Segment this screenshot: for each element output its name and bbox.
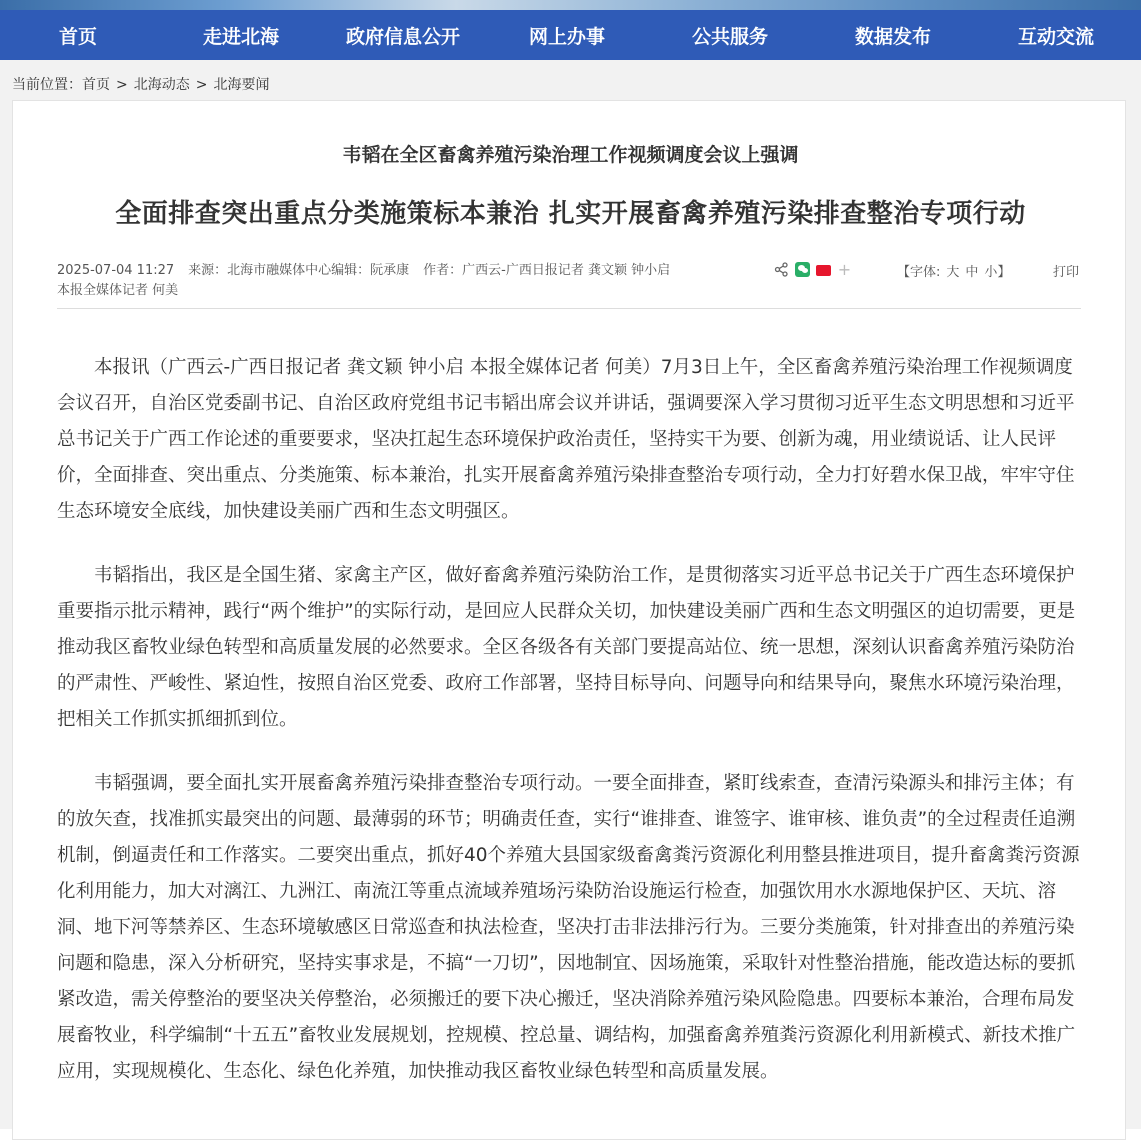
article-author-continued: 本报全媒体记者 何美 (57, 283, 179, 298)
nav-item-about-beihai[interactable]: 走进北海 (203, 26, 280, 48)
breadcrumb-beihai-headlines[interactable]: 北海要闻 (213, 77, 270, 93)
article-author: 作者：广西云-广西日报记者 龚文颖 钟小启 (423, 263, 671, 278)
header-banner-strip (0, 0, 1141, 10)
font-size-small[interactable]: 小 (984, 265, 998, 280)
article-paragraph: 韦韬强调，要全面扎实开展畜禽养殖污染排查整治专项行动。一要全面排查，紧盯线索查，查清污染源头和排污主体；有的放矢查，找准抓实最突出的问题、最薄弱的环节；明确责任查，实行“谁排查、谁签字、谁审核、谁负责”的全过程责任追溯机制，倒逼责任和工作落实。二要突出重点，抓好40个养殖大县国家级畜禽粪污资源化利用整县推进项目，提升畜禽粪污资源化利用能力，加大对漓江、九洲江、南流江等重点流域养殖场污染防治设施运行检查，加强饮用水水源地保护区、天坑、溶洞、地下河等禁养区、生态环境敏感区日常巡查和执法检查，坚决打击非法排污行为。三要分类施策，针对排查出的养殖污染问题和隐患，深入分析研究，坚持实事求是，不搞“一刀切”，因地制宜、因场施策，采取针对性整治措施，能改造达标的要抓紧改造，需关停整治的要坚决关停整治，必须搬迁的要下决心搬迁，坚决消除养殖污染风险隐患。四要标本兼治，合理布局发展畜牧业，科学编制“十五五”畜牧业发展规划，控规模、控总量、调结构，加强畜禽养殖粪污资源化利用新模式、新技术推广应用，实现规模化、生态化、绿色化养殖，加快推动我区畜牧业绿色转型和高质量发展。 (57, 773, 1080, 1082)
nav-item-public-services[interactable]: 公共服务 (692, 26, 769, 48)
wechat-icon[interactable] (795, 262, 810, 277)
font-size-medium[interactable]: 中 (965, 265, 979, 280)
breadcrumb (12, 74, 269, 94)
weibo-icon[interactable] (816, 265, 831, 276)
nav-item-interaction[interactable]: 互动交流 (1018, 26, 1095, 48)
article-title: 全面排查突出重点分类施策标本兼治 扎实开展畜禽养殖污染排查整治专项行动 (115, 199, 1026, 229)
font-size-control (897, 261, 1010, 280)
article-source: 来源：北海市融媒体中心编辑：阮承康 (188, 263, 410, 278)
nav-item-online-services[interactable]: 网上办事 (529, 26, 606, 48)
article-paragraph: 韦韬指出，我区是全国生猪、家禽主产区，做好畜禽养殖污染防治工作，是贯彻落实习近平总书记关于广西生态环境保护重要指示批示精神，践行“两个维护”的实际行动，是回应人民群众关切，加快建设美丽广西和生态文明强区的迫切需要，更是推动我区畜牧业绿色转型和高质量发展的必然要求。全区各级各有关部门要提高站位、统一思想，深刻认识畜禽养殖污染防治的严肃性、严峻性、紧迫性，按照自治区党委、政府工作部署，坚持目标导向、问题导向和结果导向，聚焦水环境污染治理，把相关工作抓实抓细抓到位。 (57, 565, 1076, 730)
meta-divider (57, 308, 1081, 309)
breadcrumb-prefix: 当前位置： (12, 77, 82, 93)
article-meta (57, 261, 757, 301)
breadcrumb-beihai-news[interactable]: 北海动态 (133, 77, 190, 93)
article-body (57, 350, 1081, 1118)
breadcrumb-separator: > (116, 77, 128, 93)
nav-item-home[interactable]: 首页 (59, 26, 98, 48)
share-icon[interactable] (774, 262, 789, 277)
share-bar (774, 262, 852, 277)
main-navigation (0, 10, 1141, 60)
article-subtitle: 韦韬在全区畜禽养殖污染治理工作视频调度会议上强调 (342, 144, 799, 166)
more-icon[interactable]: + (837, 260, 852, 279)
font-size-label-close: 】 (997, 265, 1011, 280)
print-button[interactable]: 打印 (1053, 265, 1080, 280)
breadcrumb-separator: > (195, 77, 208, 93)
article-paragraph: 本报讯（广西云-广西日报记者 龚文颖 钟小启 本报全媒体记者 何美）7月3日上午，全区畜禽养殖污染治理工作视频调度会议召开，自治区党委副书记、自治区政府党组书记韦韬出席会议并讲话，强调要深入学习贯彻习近平生态文明思想和习近平总书记关于广西工作论述的重要要求，坚决扛起生态环境保护政治责任，坚持实干为要、创新为魂，用业绩说话、让人民评价，全面排查、突出重点、分类施策、标本兼治，扎实开展畜禽养殖污染排查整治专项行动，全力打好碧水保卫战，牢牢守住生态环境安全底线，加快建设美丽广西和生态文明强区。 (57, 357, 1075, 522)
nav-item-gov-info[interactable]: 政府信息公开 (346, 26, 461, 48)
breadcrumb-home[interactable]: 首页 (82, 77, 110, 93)
article-datetime: 2025-07-04 11:27 (57, 263, 175, 278)
font-size-large[interactable]: 大 (946, 265, 960, 280)
font-size-label: 【字体: (897, 265, 941, 280)
nav-item-data-release[interactable]: 数据发布 (855, 26, 932, 48)
